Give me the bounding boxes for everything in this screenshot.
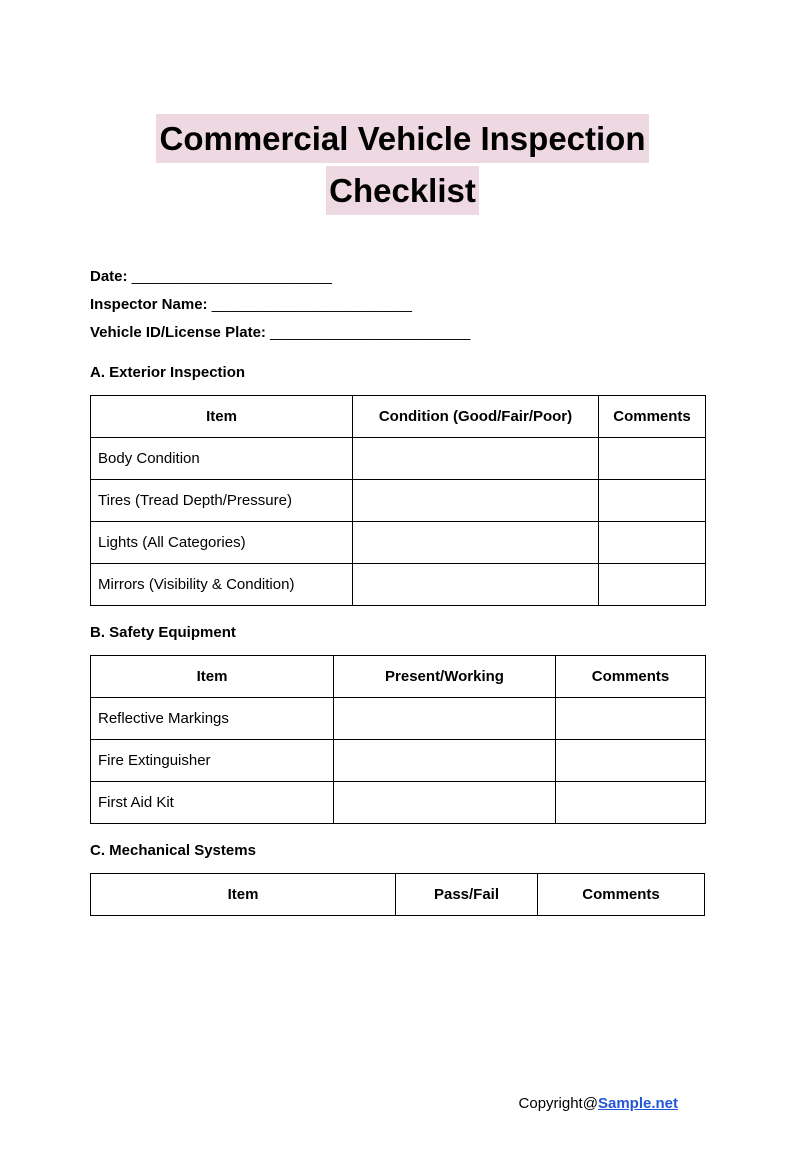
safety-col-comments: Comments <box>556 656 706 698</box>
section-a-heading: A. Exterior Inspection <box>90 364 246 381</box>
mechanical-table-header-row <box>91 874 705 916</box>
comments-cell-empty <box>599 522 706 564</box>
page-title <box>93 113 713 217</box>
table-row <box>91 564 706 606</box>
mechanical-col-passfail: Pass/Fail <box>396 874 538 916</box>
field-vehicle-id-label: Vehicle ID/License Plate: <box>90 324 266 341</box>
table-row <box>91 698 706 740</box>
section-b-heading: B. Safety Equipment <box>90 624 236 641</box>
page-title-text: Commercial Vehicle Inspection Checklist <box>156 114 648 215</box>
table-row <box>91 782 706 824</box>
field-date <box>90 263 715 291</box>
field-inspector-name <box>90 291 715 319</box>
field-inspector-name-label: Inspector Name: <box>90 296 208 313</box>
comments-cell-empty <box>556 740 706 782</box>
exterior-table-header-row <box>91 396 706 438</box>
present-cell-empty <box>334 698 556 740</box>
table-row <box>91 438 706 480</box>
item-cell: Body Condition <box>91 438 353 480</box>
mechanical-col-comments: Comments <box>538 874 705 916</box>
safety-table-header-row <box>91 656 706 698</box>
present-cell-empty <box>334 782 556 824</box>
copyright-text: Copyright@ <box>518 1095 598 1112</box>
comments-cell-empty <box>556 782 706 824</box>
mechanical-col-item: Item <box>91 874 396 916</box>
item-cell: First Aid Kit <box>91 782 334 824</box>
comments-cell-empty <box>599 480 706 522</box>
exterior-col-item: Item <box>91 396 353 438</box>
present-cell-empty <box>334 740 556 782</box>
table-row <box>91 480 706 522</box>
exterior-col-condition: Condition (Good/Fair/Poor) <box>353 396 599 438</box>
exterior-inspection-table <box>90 395 706 606</box>
item-cell: Lights (All Categories) <box>91 522 353 564</box>
item-cell: Fire Extinguisher <box>91 740 334 782</box>
safety-col-item: Item <box>91 656 334 698</box>
safety-col-present: Present/Working <box>334 656 556 698</box>
comments-cell-empty <box>599 564 706 606</box>
item-cell: Tires (Tread Depth/Pressure) <box>91 480 353 522</box>
condition-cell-empty <box>353 480 599 522</box>
sample-net-link[interactable]: Sample.net <box>597 1095 678 1112</box>
field-inspector-name-blank-line: ________________________ <box>211 296 412 313</box>
item-cell: Mirrors (Visibility & Condition) <box>91 564 353 606</box>
mechanical-systems-table <box>90 873 705 916</box>
field-vehicle-id-blank-line: ________________________ <box>270 324 471 341</box>
footer <box>519 1095 678 1112</box>
section-c-heading: C. Mechanical Systems <box>90 842 256 859</box>
safety-equipment-table <box>90 655 706 824</box>
comments-cell-empty <box>599 438 706 480</box>
field-vehicle-id <box>90 319 715 347</box>
condition-cell-empty <box>353 438 599 480</box>
field-date-blank-line: ________________________ <box>131 268 332 285</box>
exterior-col-comments: Comments <box>599 396 706 438</box>
condition-cell-empty <box>353 522 599 564</box>
item-cell: Reflective Markings <box>91 698 334 740</box>
comments-cell-empty <box>556 698 706 740</box>
table-row <box>91 740 706 782</box>
form-fields <box>90 263 715 347</box>
condition-cell-empty <box>353 564 599 606</box>
document-body <box>0 263 805 916</box>
field-date-label: Date: <box>90 268 128 285</box>
table-row <box>91 522 706 564</box>
